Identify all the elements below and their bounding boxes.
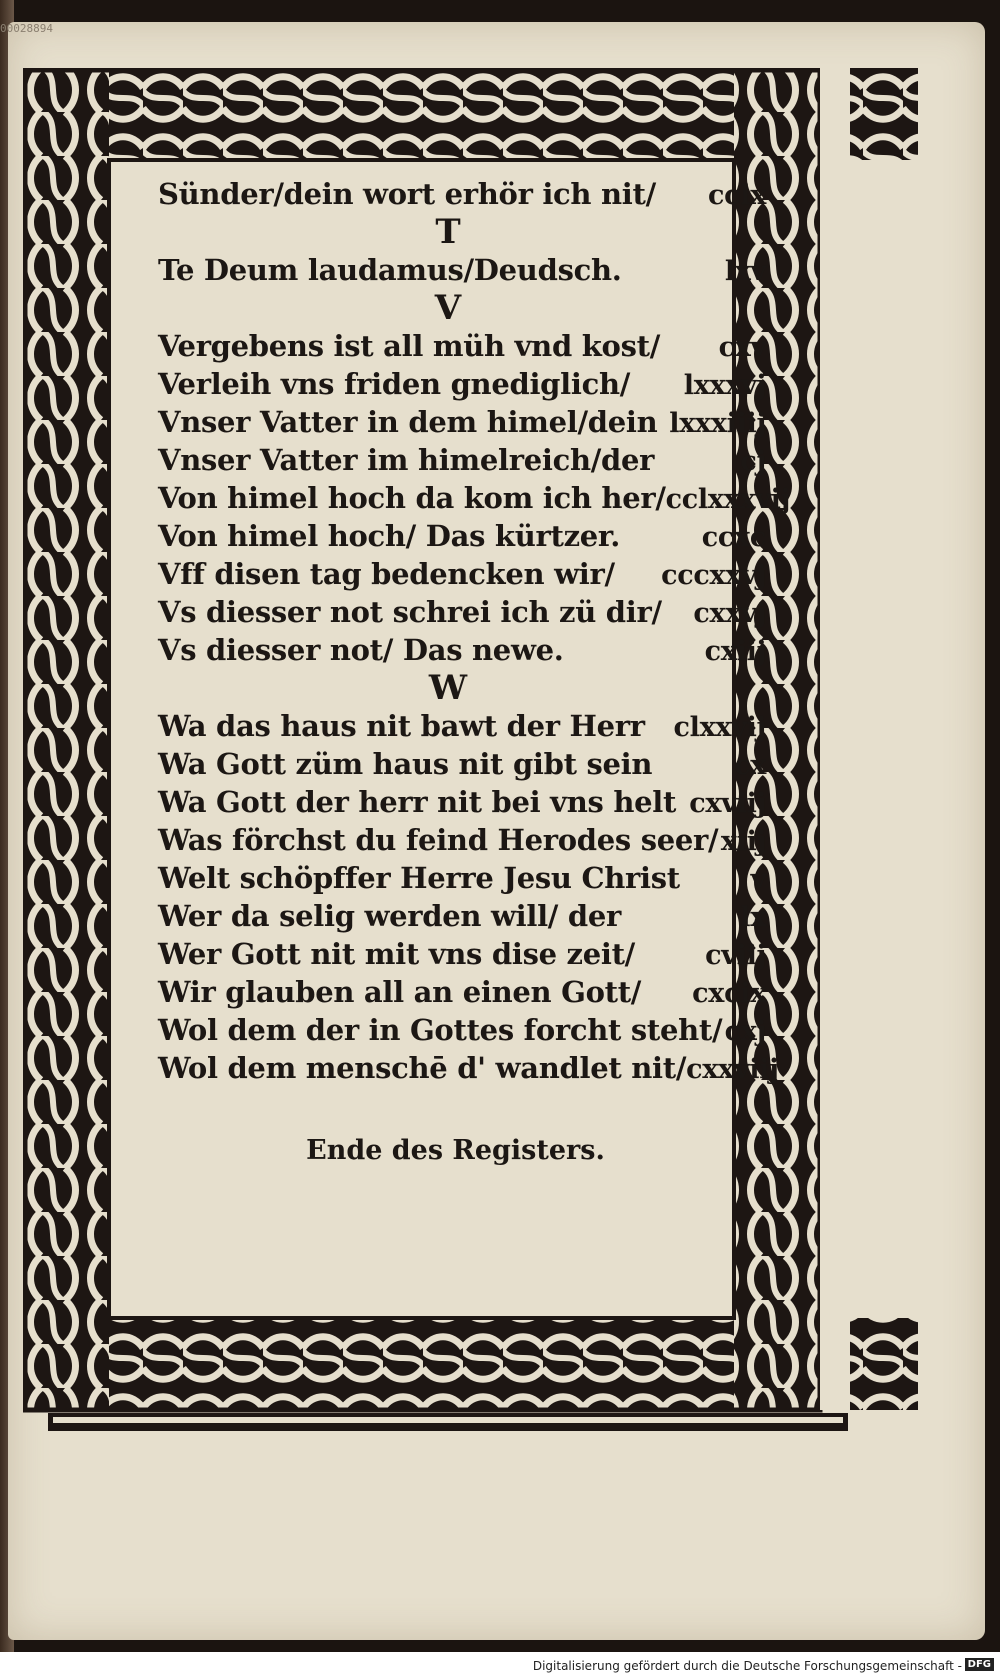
dfg-logo: DFG bbox=[965, 1658, 994, 1671]
entry-page-number: cclx bbox=[707, 180, 766, 211]
entry-page-number: cxiij bbox=[704, 636, 766, 667]
register-entry bbox=[158, 517, 768, 555]
entry-title: Vs diesser not schrei ich zü dir/ bbox=[158, 595, 662, 629]
entry-title: Was förchst du feind Herodes seer/ bbox=[158, 823, 719, 857]
register-entry bbox=[158, 365, 768, 403]
entry-title: Vergebens ist all müh vnd kost/ bbox=[158, 329, 660, 363]
entry-title: Te Deum laudamus/Deudsch. bbox=[158, 253, 622, 287]
register-entry bbox=[158, 327, 768, 365]
register-entry bbox=[158, 631, 768, 669]
register-entry bbox=[158, 441, 768, 479]
entry-page-number: clxxvij bbox=[673, 712, 766, 743]
register-entry bbox=[158, 1011, 768, 1049]
entry-page-number: lxv bbox=[724, 256, 766, 287]
shelfmark: 00028894 bbox=[0, 22, 53, 35]
entry-title: Vff disen tag bedencken wir/ bbox=[158, 557, 615, 591]
register-entry bbox=[158, 479, 791, 517]
entry-title: Vnser Vatter in dem himel/dein bbox=[158, 405, 658, 439]
register-entry bbox=[158, 973, 768, 1011]
register-entry bbox=[158, 1049, 779, 1087]
entry-page-number: cj bbox=[740, 446, 766, 477]
entry-page-number: ccxc bbox=[701, 522, 766, 553]
entry-page-number: lx bbox=[740, 902, 766, 933]
entry-page-number: cxj bbox=[724, 1016, 766, 1047]
entry-page-number: cclxxxvij bbox=[665, 484, 791, 515]
entry-page-number: xiij bbox=[720, 826, 766, 857]
entry-title: Wa Gott der herr nit bei vns helt bbox=[158, 785, 677, 819]
footer-bar bbox=[0, 1652, 1000, 1679]
entry-title: Von himel hoch da kom ich her/ bbox=[158, 481, 666, 515]
entry-page-number: cccxxvj bbox=[661, 560, 766, 591]
entry-title: Wol dem der in Gottes forcht steht/ bbox=[158, 1013, 723, 1047]
section-letter: T bbox=[435, 212, 461, 252]
entry-page-number: cx bbox=[734, 750, 766, 781]
closing-line: Ende des Registers. bbox=[306, 1135, 605, 1166]
entry-title: Verleih vns friden gnediglich/ bbox=[158, 367, 631, 401]
register-entry bbox=[158, 251, 768, 289]
entry-title: Vs diesser not/ Das newe. bbox=[158, 633, 564, 667]
register-entry bbox=[158, 859, 768, 897]
register-entry bbox=[158, 935, 768, 973]
funding-note: Digitalisierung gefördert durch die Deutsche Forschungsgemeinschaft - bbox=[532, 1659, 962, 1673]
register-entry bbox=[158, 593, 768, 631]
entry-title: Wir glauben all an einen Gott/ bbox=[158, 975, 642, 1009]
entry-title: Wer da selig werden will/ der bbox=[158, 899, 621, 933]
entry-title: Wer Gott nit mit vns dise zeit/ bbox=[158, 937, 635, 971]
entry-page-number: cxviij bbox=[689, 788, 766, 819]
register-entry bbox=[158, 897, 768, 935]
entry-page-number: lxxxvj bbox=[683, 370, 766, 401]
entry-page-number: cxxviij bbox=[686, 1054, 779, 1085]
entry-page-number: lxxxiiij bbox=[669, 408, 766, 439]
entry-page-number: cxcix bbox=[692, 978, 766, 1009]
entry-page-number: cxxvj bbox=[693, 598, 766, 629]
register-entry bbox=[158, 403, 768, 441]
entry-page-number: cviij bbox=[705, 940, 766, 971]
register-entry bbox=[158, 175, 768, 213]
register-entry bbox=[158, 821, 768, 859]
entry-title: Wa Gott züm haus nit gibt sein bbox=[158, 747, 653, 781]
entry-page-number: v bbox=[750, 864, 766, 895]
entry-title: Wol dem menschē d' wandlet nit/ bbox=[158, 1051, 687, 1085]
entry-title: Von himel hoch/ Das kürtzer. bbox=[158, 519, 621, 553]
entry-title: Vnser Vatter im himelreich/der bbox=[158, 443, 655, 477]
register-entry bbox=[158, 745, 768, 783]
register-entry bbox=[158, 707, 768, 745]
entry-title: Welt schöpffer Herre Jesu Christ bbox=[158, 861, 680, 895]
register-entry bbox=[158, 555, 768, 593]
entry-title: Wa das haus nit bawt der Herr bbox=[158, 709, 645, 743]
register-list bbox=[158, 175, 791, 1166]
entry-page-number: cxv bbox=[718, 332, 766, 363]
section-letter: V bbox=[434, 288, 462, 328]
section-letter: W bbox=[428, 668, 468, 708]
register-entry bbox=[158, 783, 768, 821]
entry-title: Sünder/dein wort erhör ich nit/ bbox=[158, 177, 656, 211]
